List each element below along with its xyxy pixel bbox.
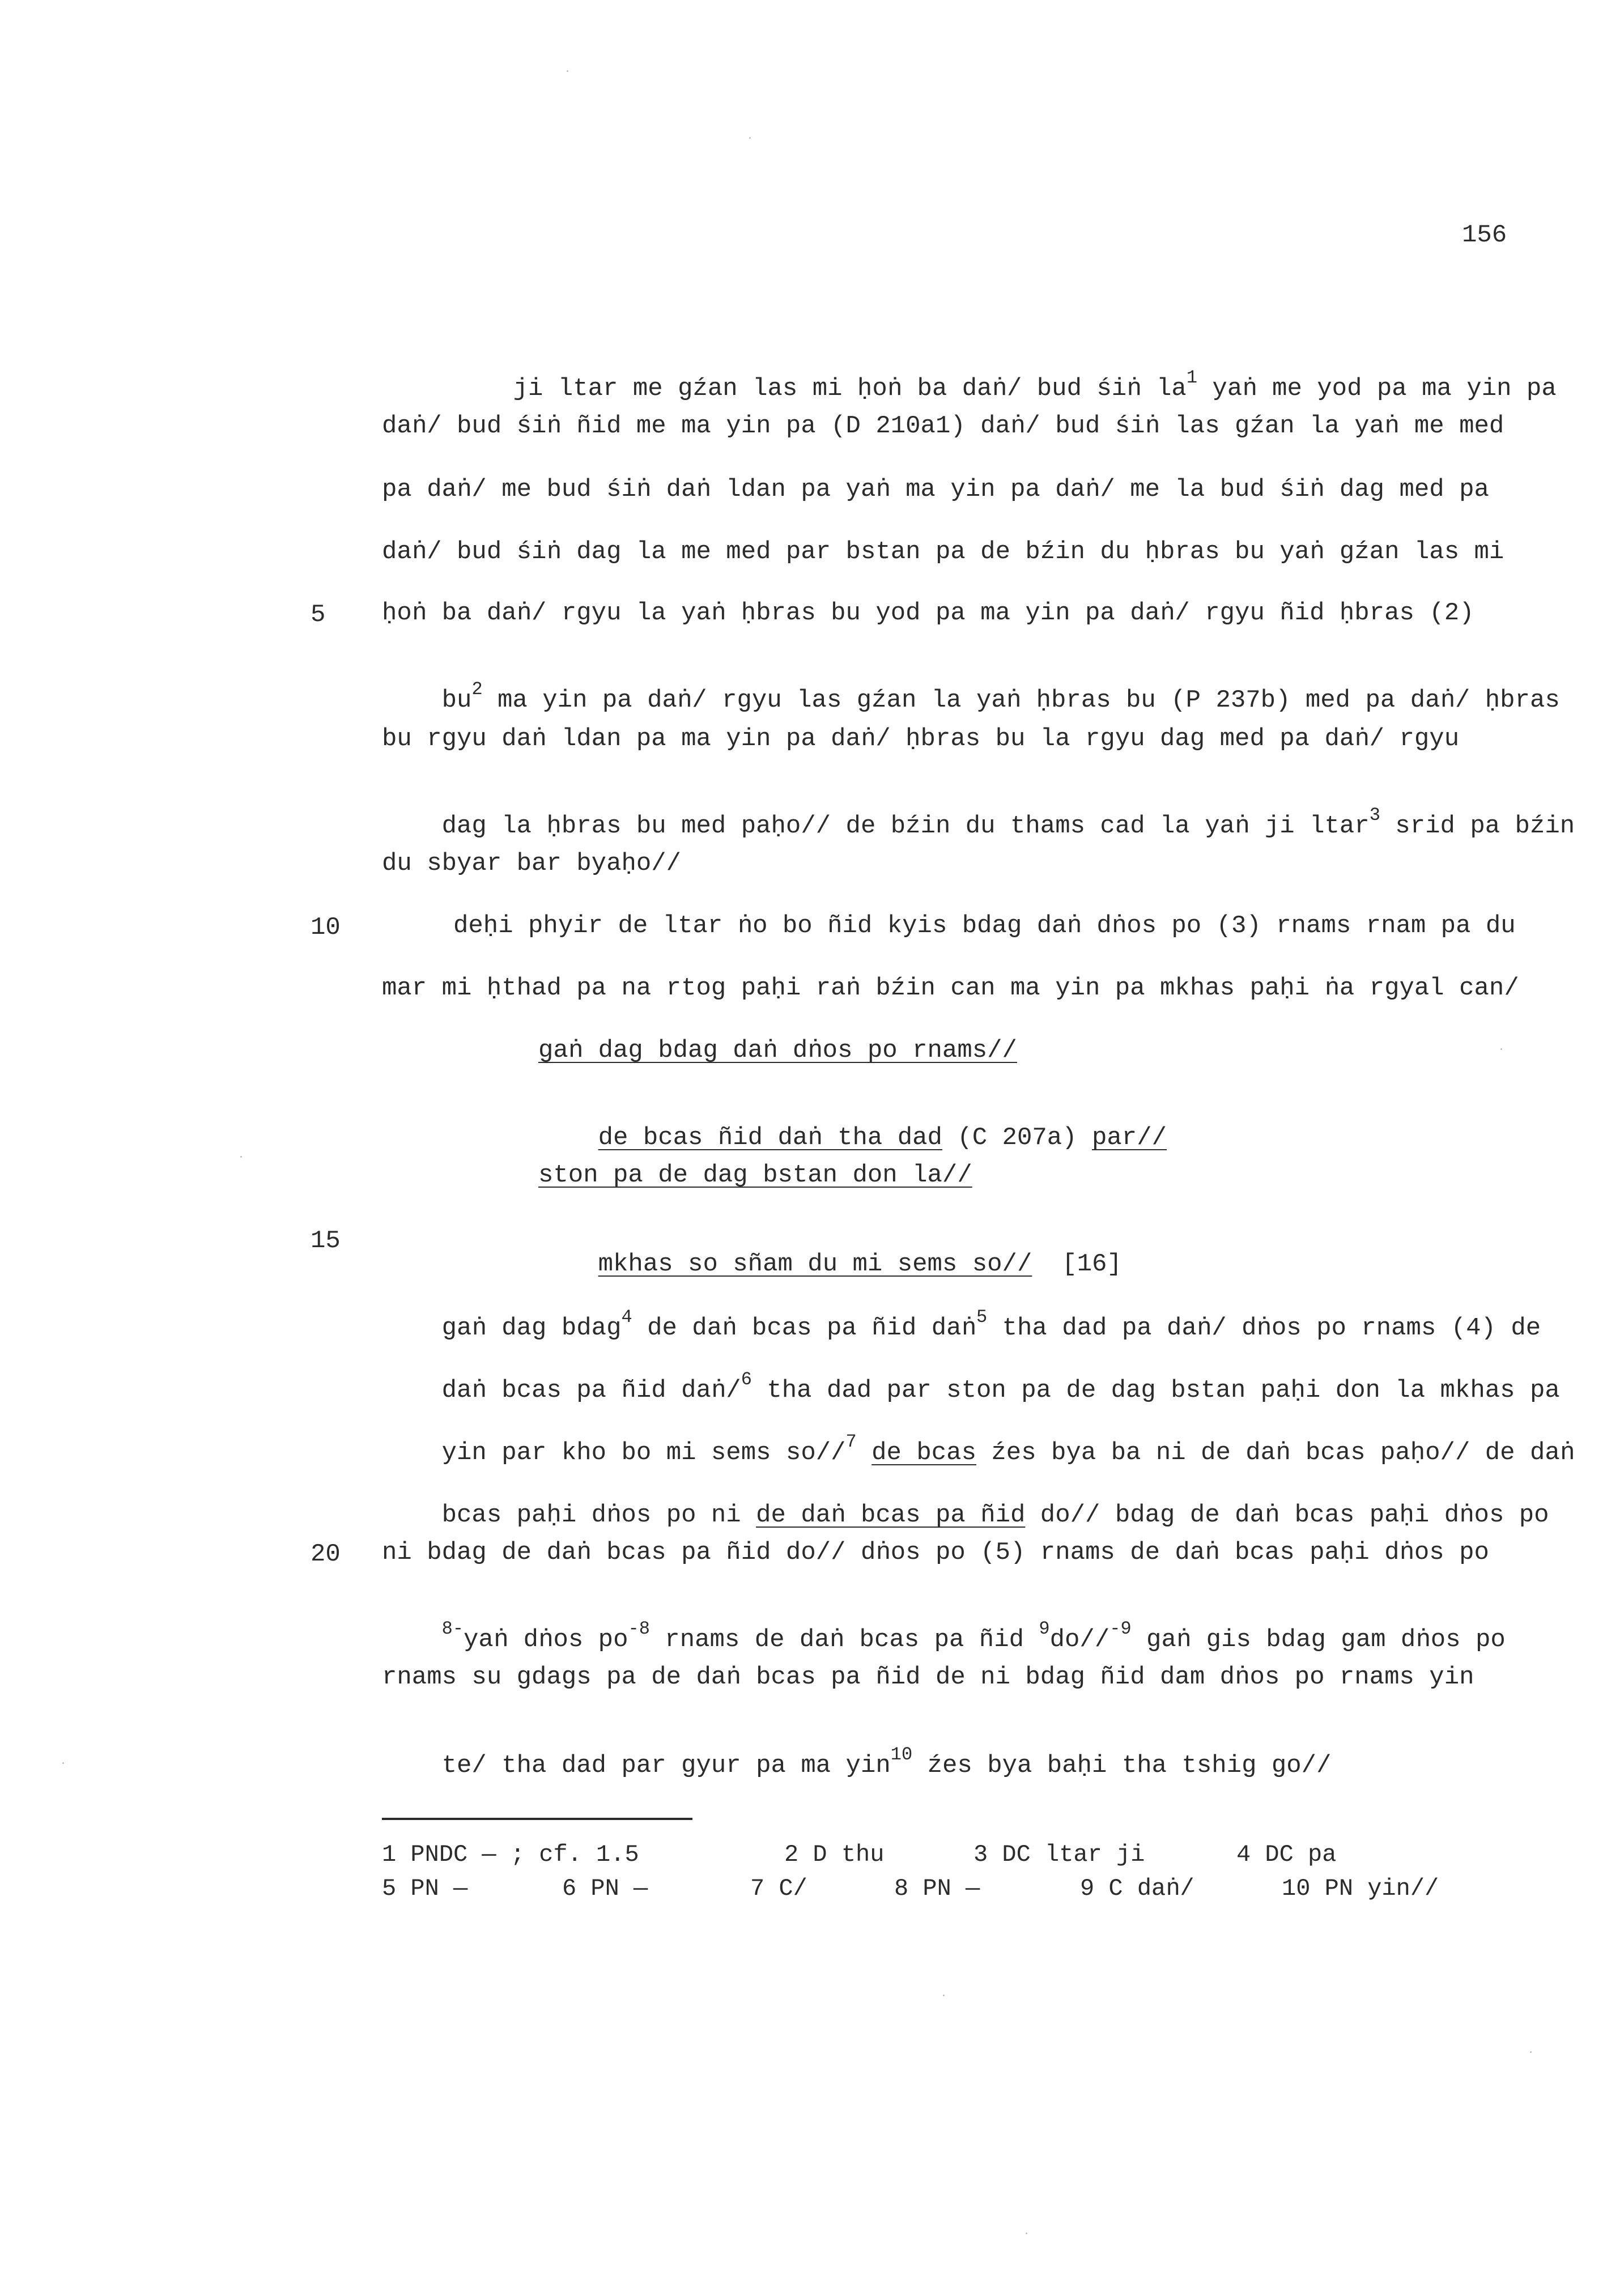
- page-number: 156: [1462, 221, 1507, 249]
- text-line: ḥoṅ ba daṅ/ rgyu la yaṅ ḥbras bu yod pa ma yin pa daṅ/ rgyu ñid ḥbras (2): [382, 599, 1474, 627]
- scan-speck: [1530, 2051, 1532, 2053]
- footnote-rule: [382, 1818, 692, 1820]
- text-line: daṅ/ bud śiṅ dag la me med par bstan pa de bźin du ḥbras bu yaṅ gźan las mi: [382, 538, 1504, 566]
- text-line: pa daṅ/ me bud śiṅ daṅ ldan pa yaṅ ma yin pa daṅ/ me la bud śiṅ dag med pa: [382, 475, 1489, 504]
- text-line: gaṅ dag bdag$^4$ de daṅ bcas pa ñid daṅ$^5$ tha dad pa daṅ/ dṅos po rnams (4) de: [441, 1307, 1541, 1342]
- text-line: ni bdag de daṅ bcas pa ñid do// dṅos po (5) rnams de daṅ bcas paḥi dṅos po: [382, 1538, 1489, 1567]
- text-line: $bu^2$ ma yin pa daṅ/ rgyu las gźan la yaṅ ḥbras bu (P 237b) med pa daṅ/ ḥbras: [441, 679, 1560, 715]
- footnote: 3 DC ltar ji: [973, 1841, 1145, 1868]
- scan-speck: [240, 1156, 242, 1158]
- text-line: ji ltar me gźan las mi ḥoṅ ba daṅ/ bud śiṅ $la^1$ yaṅ me yod pa ma yin pa: [513, 367, 1557, 403]
- verse-line: gaṅ dag bdag daṅ dṅos po rnams//: [538, 1036, 1017, 1065]
- footnote: 1 PNDC — ; cf. 1.5: [382, 1841, 639, 1868]
- text-line: $^{8-}$yaṅ dṅos $po^{-8}$ rnams de daṅ bcas pa ñid $^9$do//$^{-9}$ gaṅ gis bdag gam dṅos po: [441, 1618, 1506, 1654]
- text-line: deḥi phyir de ltar ṅo bo ñid kyis bdag daṅ dṅos po (3) rnams rnam pa du: [453, 912, 1516, 940]
- scan-speck: [567, 70, 568, 72]
- footnote: 9 C daṅ/: [1080, 1875, 1194, 1902]
- line-number: 5: [311, 601, 326, 629]
- footnote: 6 PN —: [562, 1875, 648, 1902]
- footnote: 7 C/: [750, 1875, 807, 1902]
- footnote: 2 D thu: [784, 1841, 885, 1868]
- scan-speck: [62, 1762, 64, 1764]
- line-number: 10: [311, 913, 341, 942]
- footnote: 5 PN —: [382, 1875, 468, 1902]
- text-line: yin par kho bo mi sems so//$^7$ de bcas źes bya ba ni de daṅ bcas paḥo// de daṅ: [441, 1431, 1575, 1467]
- footnote: 10 PN yin//: [1282, 1875, 1439, 1902]
- text-line: bcas paḥi dṅos po ni de daṅ bcas pa ñid do// bdag de daṅ bcas paḥi dṅos po: [441, 1501, 1549, 1529]
- text-line: dag la ḥbras bu med paḥo// de bźin du thams cad la yaṅ ji ltar$^3$ srid pa bźin: [441, 805, 1575, 840]
- verse-line: de bcas ñid daṅ tha dad (C 207a) par//: [598, 1124, 1167, 1152]
- verse-line: mkhas so sñam du mi sems so// [16]: [598, 1250, 1122, 1278]
- scan-speck: [749, 137, 751, 139]
- text-line: te/ tha dad par gyur pa ma yin$^{10}$ źes bya baḥi tha tshig go//: [441, 1744, 1332, 1780]
- footnote: 8 PN —: [894, 1875, 980, 1902]
- text-line: du sbyar bar byaḥo//: [382, 849, 682, 878]
- footnote: 4 DC pa: [1236, 1841, 1337, 1868]
- text-line: rnams su gdags pa de daṅ bcas pa ñid de ni bdag ñid dam dṅos po rnams yin: [382, 1663, 1474, 1691]
- scan-speck: [1500, 1048, 1502, 1050]
- text-line: daṅ/ bud śiṅ ñid me ma yin pa (D 210a1) daṅ/ bud śiṅ las gźan la yaṅ me med: [382, 412, 1504, 440]
- text-line: mar mi ḥthad pa na rtog paḥi raṅ bźin can ma yin pa mkhas paḥi ṅa rgyal can/: [382, 974, 1519, 1002]
- scan-speck: [943, 1995, 945, 1996]
- line-number: 20: [311, 1540, 341, 1568]
- verse-line: ston pa de dag bstan don la//: [538, 1161, 972, 1189]
- scan-speck: [1026, 2233, 1027, 2234]
- text-line: daṅ bcas pa ñid daṅ/$^6$ tha dad par ston pa de dag bstan paḥi don la mkhas pa: [441, 1369, 1560, 1405]
- text-line: bu rgyu daṅ ldan pa ma yin pa daṅ/ ḥbras bu la rgyu dag med pa daṅ/ rgyu: [382, 725, 1460, 753]
- line-number: 15: [311, 1227, 341, 1255]
